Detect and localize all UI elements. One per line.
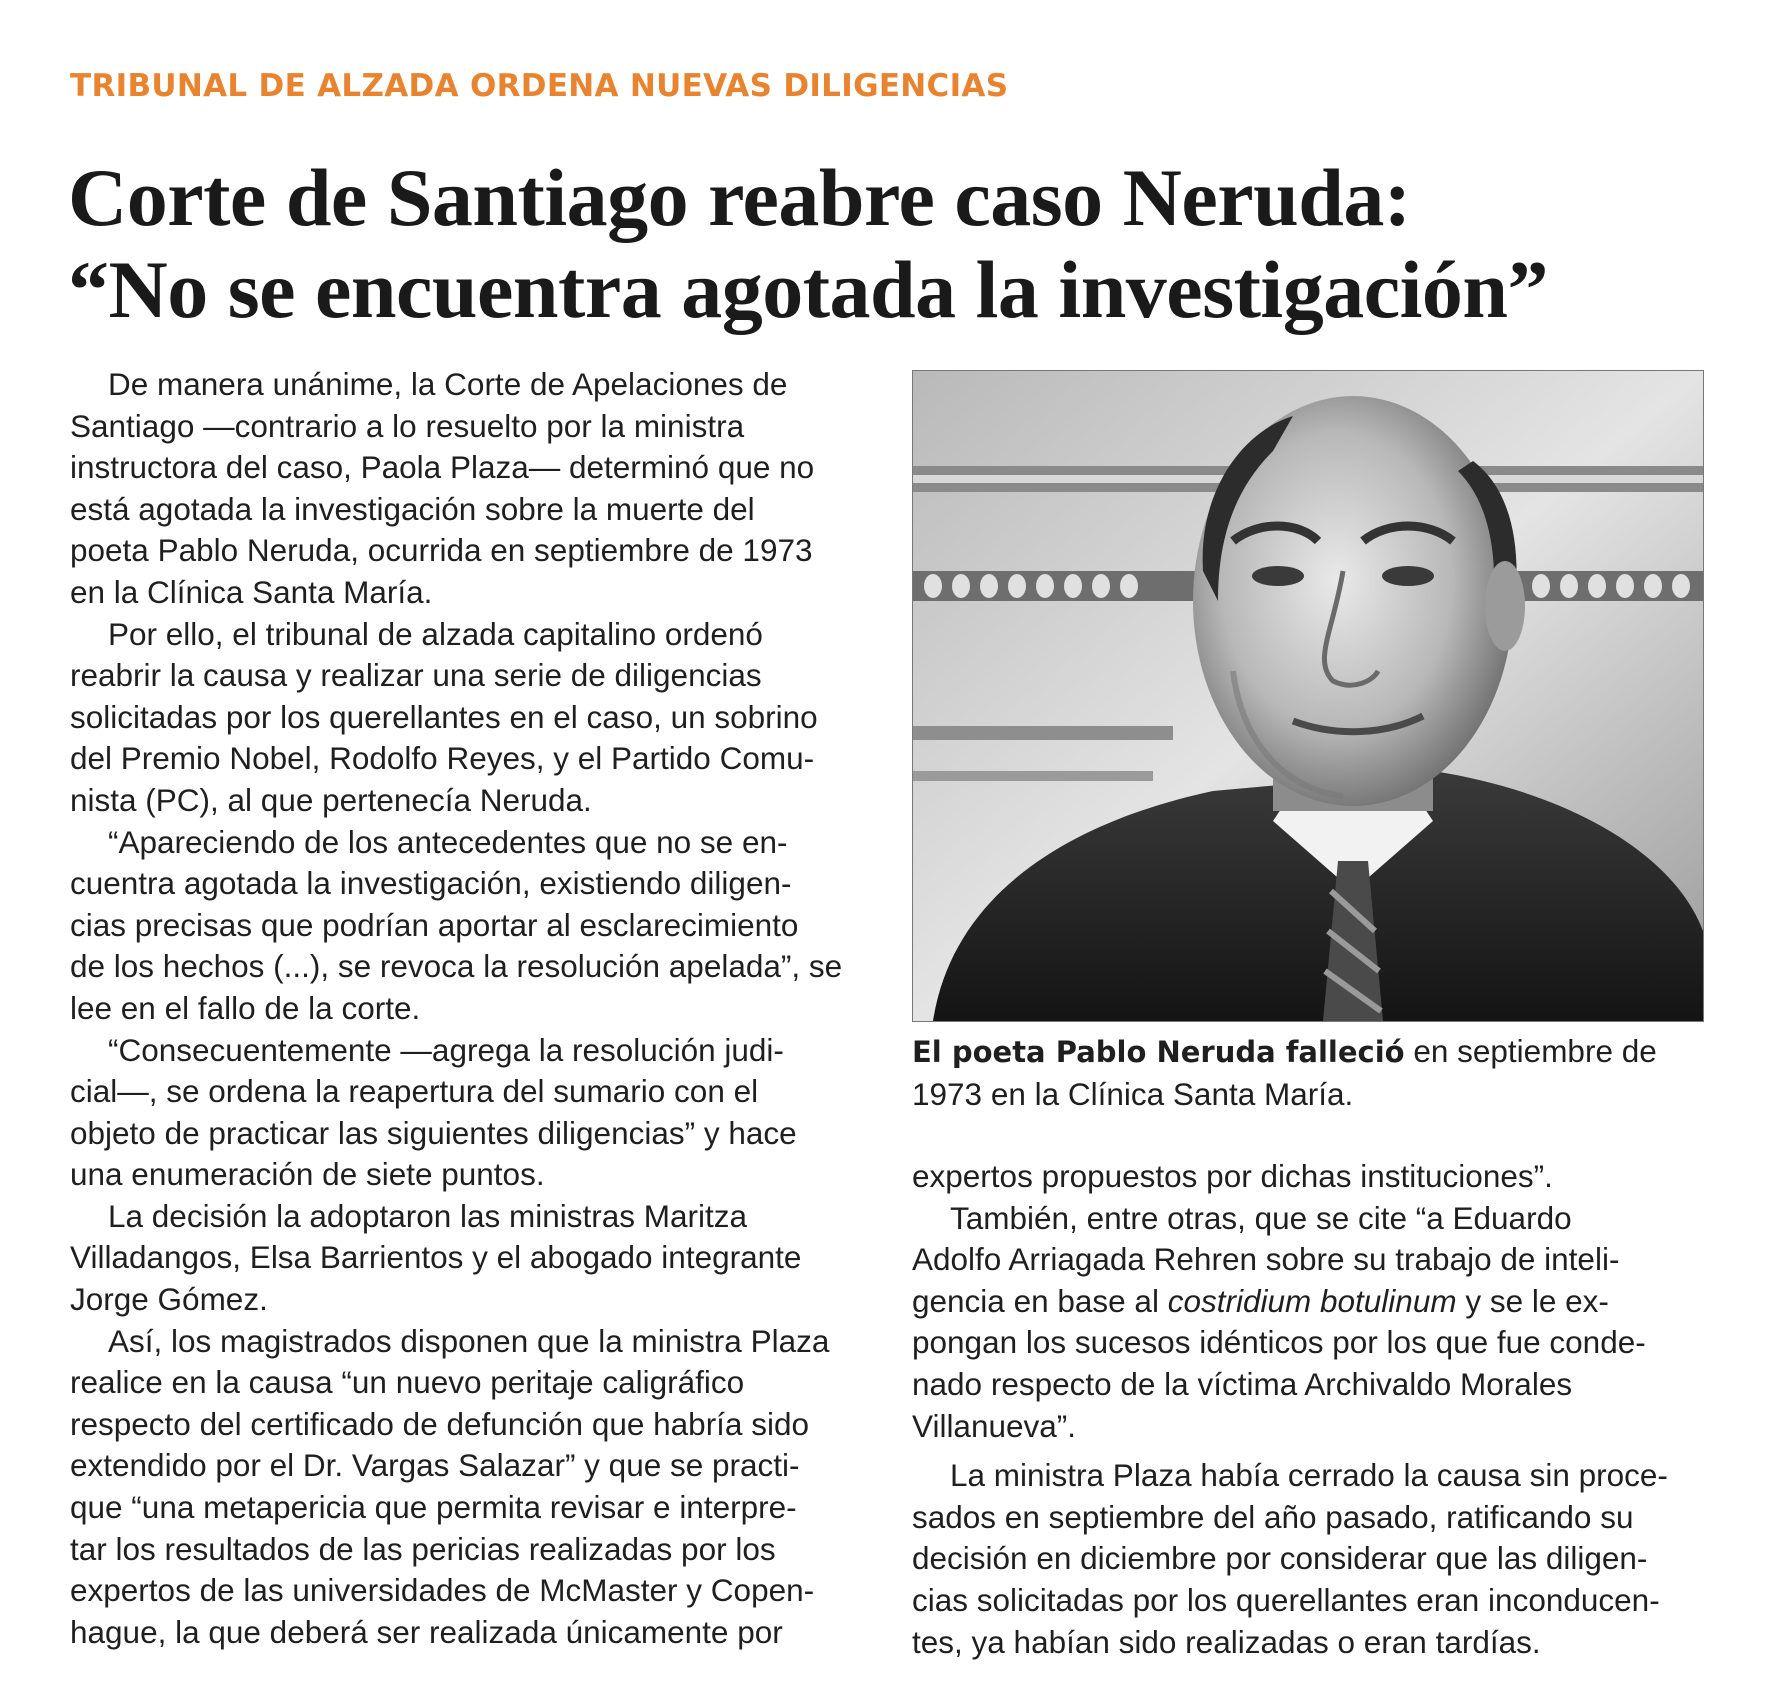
body-line: objeto de practicar las siguientes diligencias” y hace	[70, 1114, 797, 1151]
body-line: cial—, se ordena la reapertura del sumario con el	[70, 1073, 759, 1110]
photo-caption	[912, 1031, 1707, 1115]
body-line: cias precisas que podrían aportar al esclarecimiento	[70, 906, 799, 943]
body-line: Santiago —contrario a lo resuelto por la ministra	[70, 407, 745, 444]
body-line: sados en septiembre del año pasado, ratificando su	[912, 1498, 1634, 1535]
body-line: Por ello, el tribunal de alzada capitalino ordenó	[108, 615, 763, 652]
headline-line-2: “No se encuentra agotada la investigación”	[68, 244, 1548, 335]
portrait-illustration	[913, 371, 1703, 1021]
body-line: respecto del certificado de defunción que habría sido	[70, 1405, 809, 1442]
body-line: nado respecto de la víctima Archivaldo Morales	[912, 1365, 1573, 1402]
article-kicker: TRIBUNAL DE ALZADA ORDENA NUEVAS DILIGENCIAS	[70, 68, 1009, 104]
body-line: La decisión la adoptaron las ministras Maritza	[108, 1197, 748, 1234]
article-body-left	[70, 364, 870, 1653]
caption-line-2: 1973 en la Clínica Santa María.	[912, 1075, 1354, 1112]
body-line: de los hechos (...), se revoca la resolución apelada”, se	[70, 948, 843, 985]
body-line: decisión en diciembre por considerar que las diligen-	[912, 1540, 1648, 1577]
caption-bold: El poeta Pablo Neruda falleció	[912, 1035, 1405, 1069]
body-line: nista (PC), al que pertenecía Neruda.	[70, 781, 592, 818]
body-text: gencia en base al	[912, 1282, 1168, 1319]
body-line: tes, ya habían sido realizadas o eran tardías.	[912, 1623, 1541, 1660]
body-line: “Consecuentemente —agrega la resolución judi-	[108, 1031, 784, 1068]
body-italic: costridium botulinum	[1167, 1282, 1457, 1319]
body-text: y se le ex-	[1456, 1282, 1609, 1319]
body-line: hague, la que deberá ser realizada únicamente por	[70, 1613, 783, 1650]
body-line: pongan los sucesos idénticos por los que fue conde-	[912, 1324, 1646, 1361]
portrait-photo	[912, 370, 1704, 1022]
body-line	[912, 1281, 1707, 1323]
body-line: reabrir la causa y realizar una serie de diligencias	[70, 657, 762, 694]
article-body-right	[912, 1156, 1707, 1663]
body-line: instructora del caso, Paola Plaza— determinó que no	[70, 449, 815, 486]
body-line: Así, los magistrados disponen que la ministra Plaza	[108, 1322, 830, 1359]
body-line: cias solicitadas por los querellantes eran inconducen-	[912, 1581, 1660, 1618]
body-line: Jorge Gómez.	[70, 1281, 268, 1318]
body-line: La ministra Plaza había cerrado la causa sin proce-	[950, 1457, 1668, 1494]
caption-line-1	[912, 1031, 1707, 1074]
body-line: extendido por el Dr. Vargas Salazar” y que se practi-	[70, 1447, 800, 1484]
body-line: Villanueva”.	[912, 1407, 1077, 1444]
body-line: realice en la causa “un nuevo peritaje caligráfico	[70, 1364, 745, 1401]
headline-line-1: Corte de Santiago reabre caso Neruda:	[68, 152, 1411, 243]
body-line: que “una metapericia que permita revisar e interpre-	[70, 1489, 797, 1526]
body-line: También, entre otras, que se cite “a Eduardo	[950, 1199, 1572, 1236]
body-line: está agotada la investigación sobre la muerte del	[70, 490, 755, 527]
body-line: expertos propuestos por dichas instituciones”.	[912, 1158, 1553, 1194]
body-line: tar los resultados de las pericias realizadas por los	[70, 1530, 776, 1567]
body-line: poeta Pablo Neruda, ocurrida en septiembre de 1973	[70, 532, 813, 569]
caption-rest: en septiembre de	[1404, 1033, 1657, 1069]
body-line: lee en el fallo de la corte.	[70, 989, 421, 1026]
body-line: del Premio Nobel, Rodolfo Reyes, y el Partido Comu-	[70, 740, 815, 777]
body-line: cuentra agotada la investigación, existiendo diligen-	[70, 865, 792, 902]
body-line: “Apareciendo de los antecedentes que no se en-	[108, 823, 788, 860]
body-line: expertos de las universidades de McMaster y Copen-	[70, 1572, 815, 1609]
body-line: en la Clínica Santa María.	[70, 573, 433, 610]
body-line: Villadangos, Elsa Barrientos y el abogado integrante	[70, 1239, 802, 1276]
body-line: una enumeración de siete puntos.	[70, 1156, 545, 1193]
body-line: solicitadas por los querellantes en el caso, un sobrino	[70, 698, 818, 735]
article-headline	[68, 152, 1668, 336]
body-line: Adolfo Arriagada Rehren sobre su trabajo de inteli-	[912, 1241, 1620, 1278]
body-line: De manera unánime, la Corte de Apelaciones de	[108, 366, 788, 402]
